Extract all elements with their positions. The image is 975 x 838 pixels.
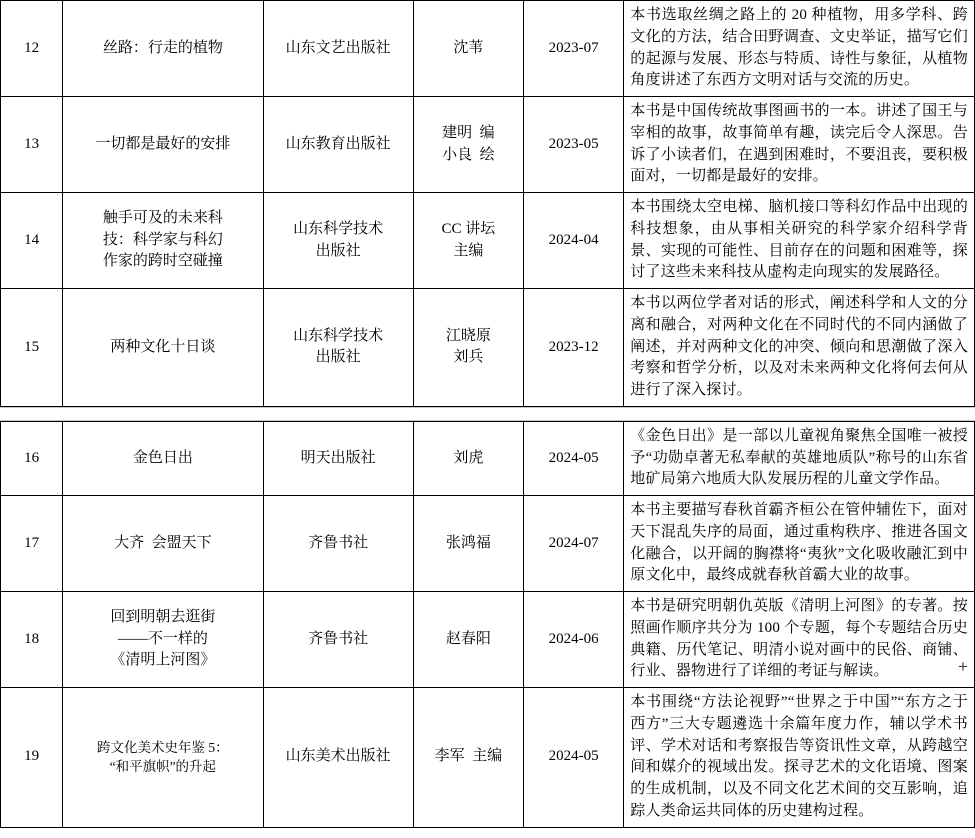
text-line: 江晓原 <box>445 327 491 344</box>
row-author-lines <box>420 219 517 263</box>
row-author-lines <box>420 448 517 470</box>
row-description: 《金色日出》是一部以儿童视角聚焦全国唯一被授予“功勋卓著无私奉献的英雄地质队”称号的山东省地矿局第六地质大队发展历程的儿童文学作品。 <box>624 421 975 495</box>
row-author-lines <box>420 629 517 651</box>
text-line: 小良 绘 <box>442 146 495 163</box>
row-press-lines <box>270 134 407 156</box>
row-title <box>63 1 263 97</box>
row-title-lines <box>69 533 256 555</box>
row-index: 12 <box>1 1 63 97</box>
row-title-lines <box>69 38 256 60</box>
row-press-lines <box>270 38 407 60</box>
row-author <box>413 421 523 495</box>
row-press <box>263 496 413 592</box>
row-date: 2023-12 <box>524 289 624 407</box>
row-author <box>413 688 523 828</box>
table-row <box>1 592 975 688</box>
row-title-lines <box>69 337 256 359</box>
row-index: 16 <box>1 421 63 495</box>
text-line: 齐鲁书社 <box>308 630 369 647</box>
row-author <box>413 193 523 289</box>
row-author-lines <box>420 123 517 167</box>
page-break-rule-top <box>0 407 975 408</box>
row-author <box>413 592 523 688</box>
text-line: CC 讲坛 <box>441 220 496 237</box>
row-title-lines <box>69 208 256 273</box>
text-line: 山东科学技术 <box>293 327 384 344</box>
row-index: 14 <box>1 193 63 289</box>
text-line: 刘虎 <box>453 449 484 466</box>
row-date: 2023-07 <box>524 1 624 97</box>
row-press <box>263 688 413 828</box>
row-press <box>263 592 413 688</box>
row-press-lines <box>270 219 407 263</box>
text-line: 作家的跨时空碰撞 <box>102 253 223 270</box>
text-line: 赵春阳 <box>445 630 491 647</box>
row-date: 2024-04 <box>524 193 624 289</box>
text-line: 齐鲁书社 <box>308 534 369 551</box>
row-title <box>63 421 263 495</box>
row-author-lines <box>420 38 517 60</box>
text-line: 大齐 会盟天下 <box>114 534 212 551</box>
row-press-lines <box>270 533 407 555</box>
text-line: 技：科学家与科幻 <box>102 231 223 248</box>
text-line: 张鸿福 <box>445 534 491 551</box>
row-description: 本书选取丝绸之路上的 20 种植物，用多学科、跨文化的方法，结合田野调查、文史举证，描写它们的起源与发展、形态与特质、诗性与象征，从植物角度讲述了东西方文明对话与交流的历史。 <box>624 1 975 97</box>
row-index: 13 <box>1 97 63 193</box>
row-title <box>63 496 263 592</box>
row-index: 18 <box>1 592 63 688</box>
row-title-lines <box>69 738 256 777</box>
text-line: 跨文化美术史年鉴 5： <box>97 739 229 755</box>
table-row <box>1 193 975 289</box>
text-line: 山东科学技术 <box>293 220 384 237</box>
text-line: 《清明上河图》 <box>110 652 216 669</box>
table-row <box>1 289 975 407</box>
table-row <box>1 688 975 828</box>
text-line: ——不一样的 <box>117 630 208 647</box>
text-line: 一切都是最好的安排 <box>95 135 231 152</box>
row-title-lines <box>69 134 256 156</box>
table-row <box>1 421 975 495</box>
row-description: 本书围绕太空电梯、脑机接口等科幻作品中出现的科技想象，由从事相关研究的科学家介绍科学背景、实现的可能性、目前存在的问题和困难等，探讨了这些未来科技从虚构走向现实的发展路径。 <box>624 193 975 289</box>
table-row <box>1 1 975 97</box>
row-author-lines <box>420 326 517 370</box>
row-title <box>63 97 263 193</box>
text-line: 金色日出 <box>132 449 193 466</box>
row-author <box>413 97 523 193</box>
row-press <box>263 193 413 289</box>
row-author <box>413 496 523 592</box>
row-description: 本书是研究明朝仇英版《清明上河图》的专著。按照画作顺序共分为 100 个专题，每个专题结合历史典籍、历代笔记、明清小说对画中的民俗、商铺、行业、器物进行了详细的考证与解读。 <box>624 592 975 688</box>
row-title <box>63 592 263 688</box>
text-line: 山东教育出版社 <box>285 135 391 152</box>
row-description: 本书以两位学者对话的形式，阐述科学和人文的分离和融合，对两种文化在不同时代的不同内涵做了阐述，并对两种文化的冲突、倾向和思潮做了深入考察和哲学分析，以及对未来两种文化将何去何从进行了深入探讨。 <box>624 289 975 407</box>
text-line: 回到明朝去逛街 <box>110 608 216 625</box>
row-press <box>263 421 413 495</box>
page-break-rule-bottom <box>0 420 975 421</box>
row-index: 15 <box>1 289 63 407</box>
row-author-lines <box>420 533 517 555</box>
text-line: 建明 编 <box>442 124 495 141</box>
book-table-top <box>0 0 975 407</box>
text-line: 山东文艺出版社 <box>285 39 391 56</box>
row-index: 17 <box>1 496 63 592</box>
text-line: 主编 <box>453 242 484 259</box>
text-line: 李军 主编 <box>434 748 503 765</box>
row-title-lines <box>69 448 256 470</box>
row-description: 本书主要描写春秋首霸齐桓公在管仲辅佐下，面对天下混乱失序的局面，通过重构秩序、推进各国文化融合，以开阔的胸襟将“夷狄”文化吸收融汇到中原文化中，最终成就春秋首霸大业的故事。 <box>624 496 975 592</box>
row-date: 2024-07 <box>524 496 624 592</box>
row-press <box>263 97 413 193</box>
text-line: 沈苇 <box>453 39 484 56</box>
row-description: 本书围绕“方法论视野”“世界之于中国”“东方之于西方”三大专题遴选十余篇年度力作，辅以学术书评、学术对话和考察报告等资讯性文章，从跨越空间和媒介的视域出发。探寻艺术的文化语境、图案的生成机制，以及不同文化艺术间的交互影响，追踪人类命运共同体的历史建构过程。 <box>624 688 975 828</box>
text-line: 出版社 <box>315 349 361 366</box>
row-press <box>263 1 413 97</box>
row-press-lines <box>270 326 407 370</box>
row-author <box>413 1 523 97</box>
row-press-lines <box>270 629 407 651</box>
row-press-lines <box>270 746 407 768</box>
table-row <box>1 496 975 592</box>
row-index: 19 <box>1 688 63 828</box>
row-title-lines <box>69 607 256 672</box>
row-date: 2024-05 <box>524 421 624 495</box>
row-title <box>63 193 263 289</box>
text-line: 丝路：行走的植物 <box>102 39 223 56</box>
row-press-lines <box>270 448 407 470</box>
text-line: 出版社 <box>315 242 361 259</box>
text-line: “和平旗帜”的升起 <box>109 759 217 775</box>
row-author <box>413 289 523 407</box>
text-line: 两种文化十日谈 <box>110 338 216 355</box>
row-title <box>63 688 263 828</box>
add-marker[interactable]: + <box>958 657 968 676</box>
text-line: 明天出版社 <box>300 449 376 466</box>
row-author-lines <box>420 746 517 768</box>
row-date: 2023-05 <box>524 97 624 193</box>
text-line: 刘兵 <box>453 349 484 366</box>
row-date: 2024-06 <box>524 592 624 688</box>
page-break-separator <box>0 407 975 421</box>
text-line: 触手可及的未来科 <box>102 209 223 226</box>
row-date: 2024-05 <box>524 688 624 828</box>
table-row <box>1 97 975 193</box>
book-table-bottom <box>0 421 975 828</box>
row-press <box>263 289 413 407</box>
row-title <box>63 289 263 407</box>
row-description: 本书是中国传统故事图画书的一本。讲述了国王与宰相的故事，故事简单有趣，读完后令人深思。告诉了小读者们，在遇到困难时，不要沮丧，要积极面对，一切都是最好的安排。 <box>624 97 975 193</box>
text-line: 山东美术出版社 <box>285 748 391 765</box>
